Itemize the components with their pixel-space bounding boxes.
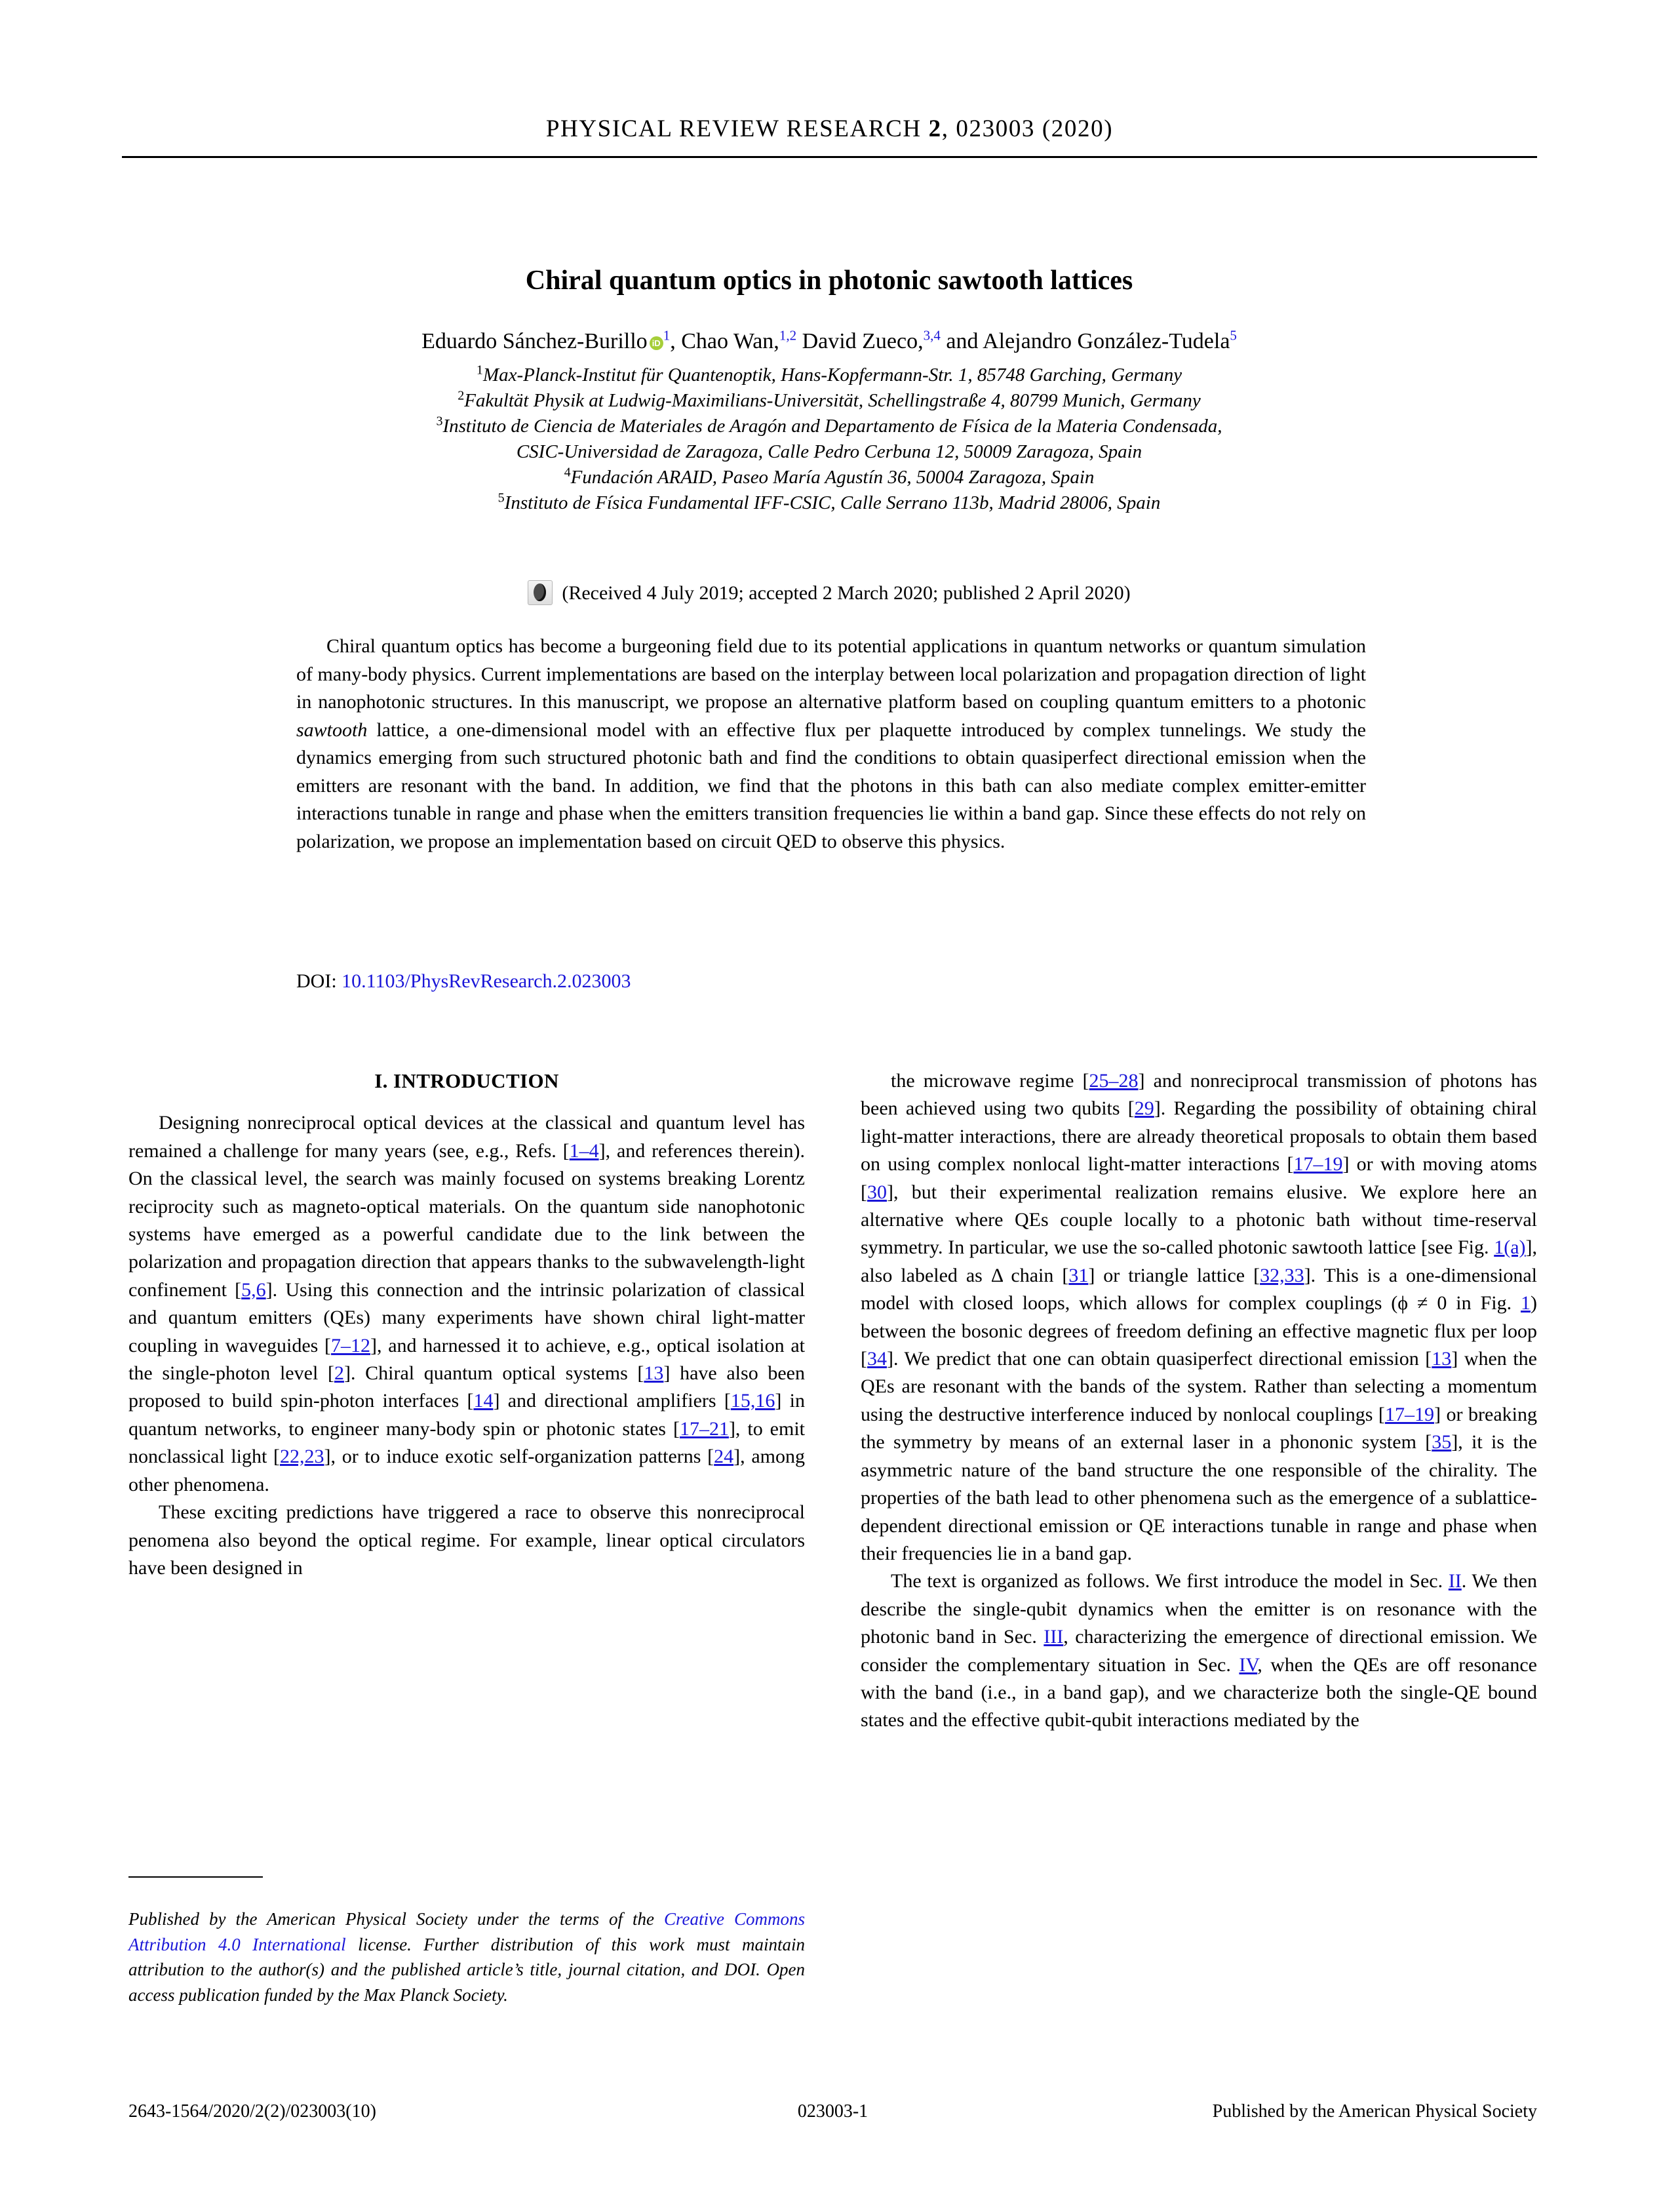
paragraph-text: ] when the QEs are resonant with the bands of the system. Rather than selecting a momentum using the destructive interference induced by nonlocal couplings [ [861,1348,1537,1425]
citation-link[interactable]: 17–19 [1384,1403,1434,1425]
paragraph-text: Designing nonreciprocal optical devices at the classical and quantum level has remained a challenge for many years (see, e.g., Refs. [ [128,1112,805,1162]
paragraph-text: ], and references therein). On the classical level, the search was mainly focused on systems breaking Lorentz reciprocity such as magneto-optical materials. On the quantum side nanophotonic systems have emerged as a powerful candidate due to the link between the polarization and propagation direction that appears thanks to the subwavelength-light confinement [ [128,1139,805,1301]
paragraph-text: ] or with moving atoms [ [861,1153,1537,1203]
doi-line [296,970,631,993]
paragraph-text: ], or to induce exotic self-organization patterns [ [324,1446,714,1468]
author-affiliation-marker: 1,2 [779,327,797,344]
abstract [296,633,1366,856]
license-text: license. Further distribution of this work must maintain attribution to the author(s) and the published article’s title, journal citation, and DOI. Open access publication funded by the Max Planck Society. [128,1934,806,2005]
paragraph-text: ]. We predict that one can obtain quasiperfect directional emission [ [887,1348,1432,1370]
author-affiliation-marker: 1 [663,327,671,344]
paragraph [128,1109,805,1499]
citation-link[interactable]: 1–4 [569,1139,599,1162]
affiliation-item [164,490,1494,516]
affiliation-text: CSIC-Universidad de Zaragoza, Calle Pedro Cerbuna 12, 50009 Zaragoza, Spain [516,441,1142,462]
orcid-icon[interactable]: iD [650,336,663,350]
paragraph-text: ] or triangle lattice [ [1088,1264,1260,1286]
abstract-paragraph [296,633,1366,856]
paragraph-text: ] or breaking the symmetry by means of an external laser in a phononic system [ [861,1403,1538,1453]
author-name: and Alejandro González-Tudela [940,329,1230,353]
body-column-right [861,1067,1537,1735]
citation-link[interactable]: 25–28 [1089,1070,1139,1092]
paragraph-text: ], to emit nonclassical light [ [128,1417,805,1468]
paragraph-text: ], it is the asymmetric nature of the band structure the one responsible of the chirality. The properties of the bath lead to other phenomena such as the emergence of a sublattice-dependent directional emission or QE interactions tunable in range and phase when their frequencies lie in a band gap. [861,1431,1537,1564]
citation-link[interactable]: 17–19 [1293,1153,1343,1175]
affiliation-text: Instituto de Ciencia de Materiales de Aragón and Departamento de Física de la Materia Condensada, [442,416,1222,437]
citation-link[interactable]: 29 [1134,1097,1154,1120]
paragraph [861,1568,1537,1734]
citation-link[interactable]: 34 [867,1348,887,1370]
affiliation-item [164,388,1494,414]
paragraph-text: ]. Using this connection and the intrinsic polarization of classical and quantum emitters (QEs) many experiments have shown chiral light-matter coupling in waveguides [ [128,1278,806,1356]
affiliation-text: Max-Planck-Institut für Quantenoptik, Hans-Kopfermann-Str. 1, 85748 Garching, Germany [482,365,1182,385]
license-link[interactable]: Creative Commons Attribution 4.0 International [128,1909,805,1954]
citation-link[interactable]: 30 [867,1181,887,1203]
paragraph-text: ] and directional amplifiers [ [493,1390,731,1412]
page-title: Chiral quantum optics in photonic sawtooth lattices [525,266,1133,296]
publication-dates-text: (Received 4 July 2019; accepted 2 March 2020; published 2 April 2020) [562,582,1131,604]
citation-link[interactable]: 15,16 [730,1390,775,1412]
paragraph-text: ) between the bosonic degrees of freedom defining an effective magnetic flux per loop [ [861,1292,1537,1370]
affiliation-marker: 4 [564,465,571,480]
author-name: Chao Wan, [681,329,779,353]
affiliation-item [164,439,1494,465]
citation-link[interactable]: 14 [473,1390,494,1412]
citation-link[interactable]: 2 [334,1362,344,1385]
affiliation-list [164,363,1494,516]
journal-name: PHYSICAL REVIEW RESEARCH [545,115,922,142]
paragraph-text: ], among other phenomena. [128,1446,805,1495]
footer-page-number: 023003-1 [797,2101,869,2122]
paragraph-text: ] and nonreciprocal transmission of photons has been achieved using two qubits [ [861,1070,1537,1120]
figure-link[interactable]: 1 [1521,1292,1531,1314]
journal-volume: 2 [928,115,942,142]
affiliation-marker: 1 [476,363,483,378]
author-affiliation-marker: 3,4 [923,327,941,344]
paragraph: These exciting predictions have triggered a race to observe this nonreciprocal penomena also beyond the optical regime. For example, linear optical circulators have been designed in [128,1501,805,1579]
footnote-divider [128,1876,263,1878]
affiliation-item [164,465,1494,490]
citation-link[interactable]: 17–21 [679,1417,729,1440]
paragraph-text: ]. Chiral quantum optical systems [ [343,1362,644,1385]
section-link[interactable]: IV [1239,1653,1258,1676]
affiliation-marker: 3 [436,414,443,429]
paragraph-text: The text is organized as follows. We first introduce the model in Sec. [891,1570,1449,1592]
citation-link[interactable]: 13 [644,1362,664,1385]
paragraph-text: the microwave regime [ [891,1070,1089,1092]
paragraph-text: ] have also been proposed to build spin-photon interfaces [ [128,1362,805,1412]
license-footnote [128,1906,805,2007]
citation-link[interactable]: 13 [1432,1348,1452,1370]
paragraph [861,1067,1537,1568]
journal-article-number: , 023003 (2020) [941,115,1114,142]
citation-link[interactable]: 32,33 [1260,1264,1304,1286]
affiliation-marker: 2 [458,388,465,403]
paragraph-text: ], and harnessed it to achieve, e.g., optical isolation at the single-photon level [ [128,1334,805,1385]
affiliation-text: Instituto de Física Fundamental IFF-CSIC, Calle Serrano 113b, Madrid 28006, Spain [504,492,1161,513]
footer-issn: 2643-1564/2020/2(2)/023003(10) [128,2101,376,2122]
doi-label: DOI: [296,970,342,992]
abstract-text-2: lattice, a one-dimensional model with an effective flux per plaquette introduced by complex tunnelings. We study the dynamics emerging from such structured photonic bath and find the conditions to obtain quasiperfect directional emission when the emitters are resonant with the band. In addition, we find that the photons in this bath can also mediate complex emitter-emitter interactions tunable in range and phase when the emitters transition frequencies lie within a band gap. Since these effects do not rely on polarization, we propose an implementation based on circuit QED to observe this physics. [296,719,1366,852]
author-affiliation-marker: 5 [1230,327,1237,344]
citation-link[interactable]: 22,23 [280,1446,324,1468]
abstract-text-1: Chiral quantum optics has become a burgeoning field due to its potential applications in quantum networks or quantum simulation of many-body physics. Current implementations are based on the interplay between local polarization and propagation direction of light in nanophotonic structures. In this manuscript, we propose an alternative platform based on coupling quantum emitters to a photonic [296,635,1366,713]
paragraph-text: . We then describe the single-qubit dynamics when the emitter is on resonance with the photonic band in Sec. [861,1570,1537,1648]
footer-publisher: Published by the American Physical Society [1212,2101,1537,2122]
paragraph-text: , when the QEs are off resonance with the band (i.e., in a band gap), and we characterize both the single-QE bound states and the effective qubit-qubit interactions mediated by the [861,1653,1537,1731]
paragraph-text: , characterizing the emergence of directional emission. We consider the complementary situation in Sec. [861,1626,1538,1676]
citation-link[interactable]: 24 [714,1446,734,1468]
affiliation-text: Fundación ARAID, Paseo María Agustín 36, 50004 Zaragoza, Spain [570,467,1095,488]
body-column-left [128,1067,805,1582]
affiliation-item [164,363,1494,388]
paragraph-text: ] in quantum networks, to engineer many-body spin or photonic states [ [128,1390,806,1440]
paragraph-text: ]. This is a one-dimensional model with closed loops, which allows for complex couplings (ϕ ≠ 0 in Fig. [861,1264,1537,1314]
header-divider [122,156,1537,158]
citation-link[interactable]: 5,6 [241,1278,266,1301]
paragraph-text: ], but their experimental realization remains elusive. We explore here an alternative where QEs couple locally to a photonic bath without time-reserval symmetry. In particular, we use the so-called photonic sawtooth lattice [see Fig. [861,1181,1537,1259]
section-heading-introduction: I. INTRODUCTION [374,1069,559,1092]
citation-link[interactable]: 31 [1068,1264,1089,1286]
citation-link[interactable]: 35 [1432,1431,1452,1453]
author-separator: , [670,329,682,353]
section-link[interactable]: II [1448,1570,1462,1592]
author-list [197,329,1462,354]
paragraph-text: ], also labeled as Δ chain [ [861,1236,1537,1286]
doi-link[interactable]: 10.1103/PhysRevResearch.2.023003 [342,970,631,992]
citation-link[interactable]: 7–12 [331,1334,371,1356]
license-text: Published by the American Physical Society under the terms of the [128,1909,664,1929]
author-name: Eduardo Sánchez-Burillo [421,329,648,353]
affiliation-text: Fakultät Physik at Ludwig-Maximilians-Universität, Schellingstraße 4, 80799 Munich, Germany [464,390,1201,411]
crossmark-icon[interactable] [528,580,553,605]
paragraph-text: ]. Regarding the possibility of obtaining chiral light-matter interactions, there are already theoretical proposals to obtain them based on using complex nonlocal light-matter interactions [ [861,1097,1537,1175]
license-paragraph [128,1906,805,2007]
figure-link[interactable]: 1(a) [1494,1236,1526,1259]
abstract-emphasis: sawtooth [296,719,368,741]
author-name: David Zueco, [796,329,924,353]
affiliation-marker: 5 [498,490,505,505]
affiliation-item [164,414,1494,439]
journal-running-head [122,115,1537,143]
publication-dates [164,580,1494,605]
section-link[interactable]: III [1044,1626,1064,1648]
